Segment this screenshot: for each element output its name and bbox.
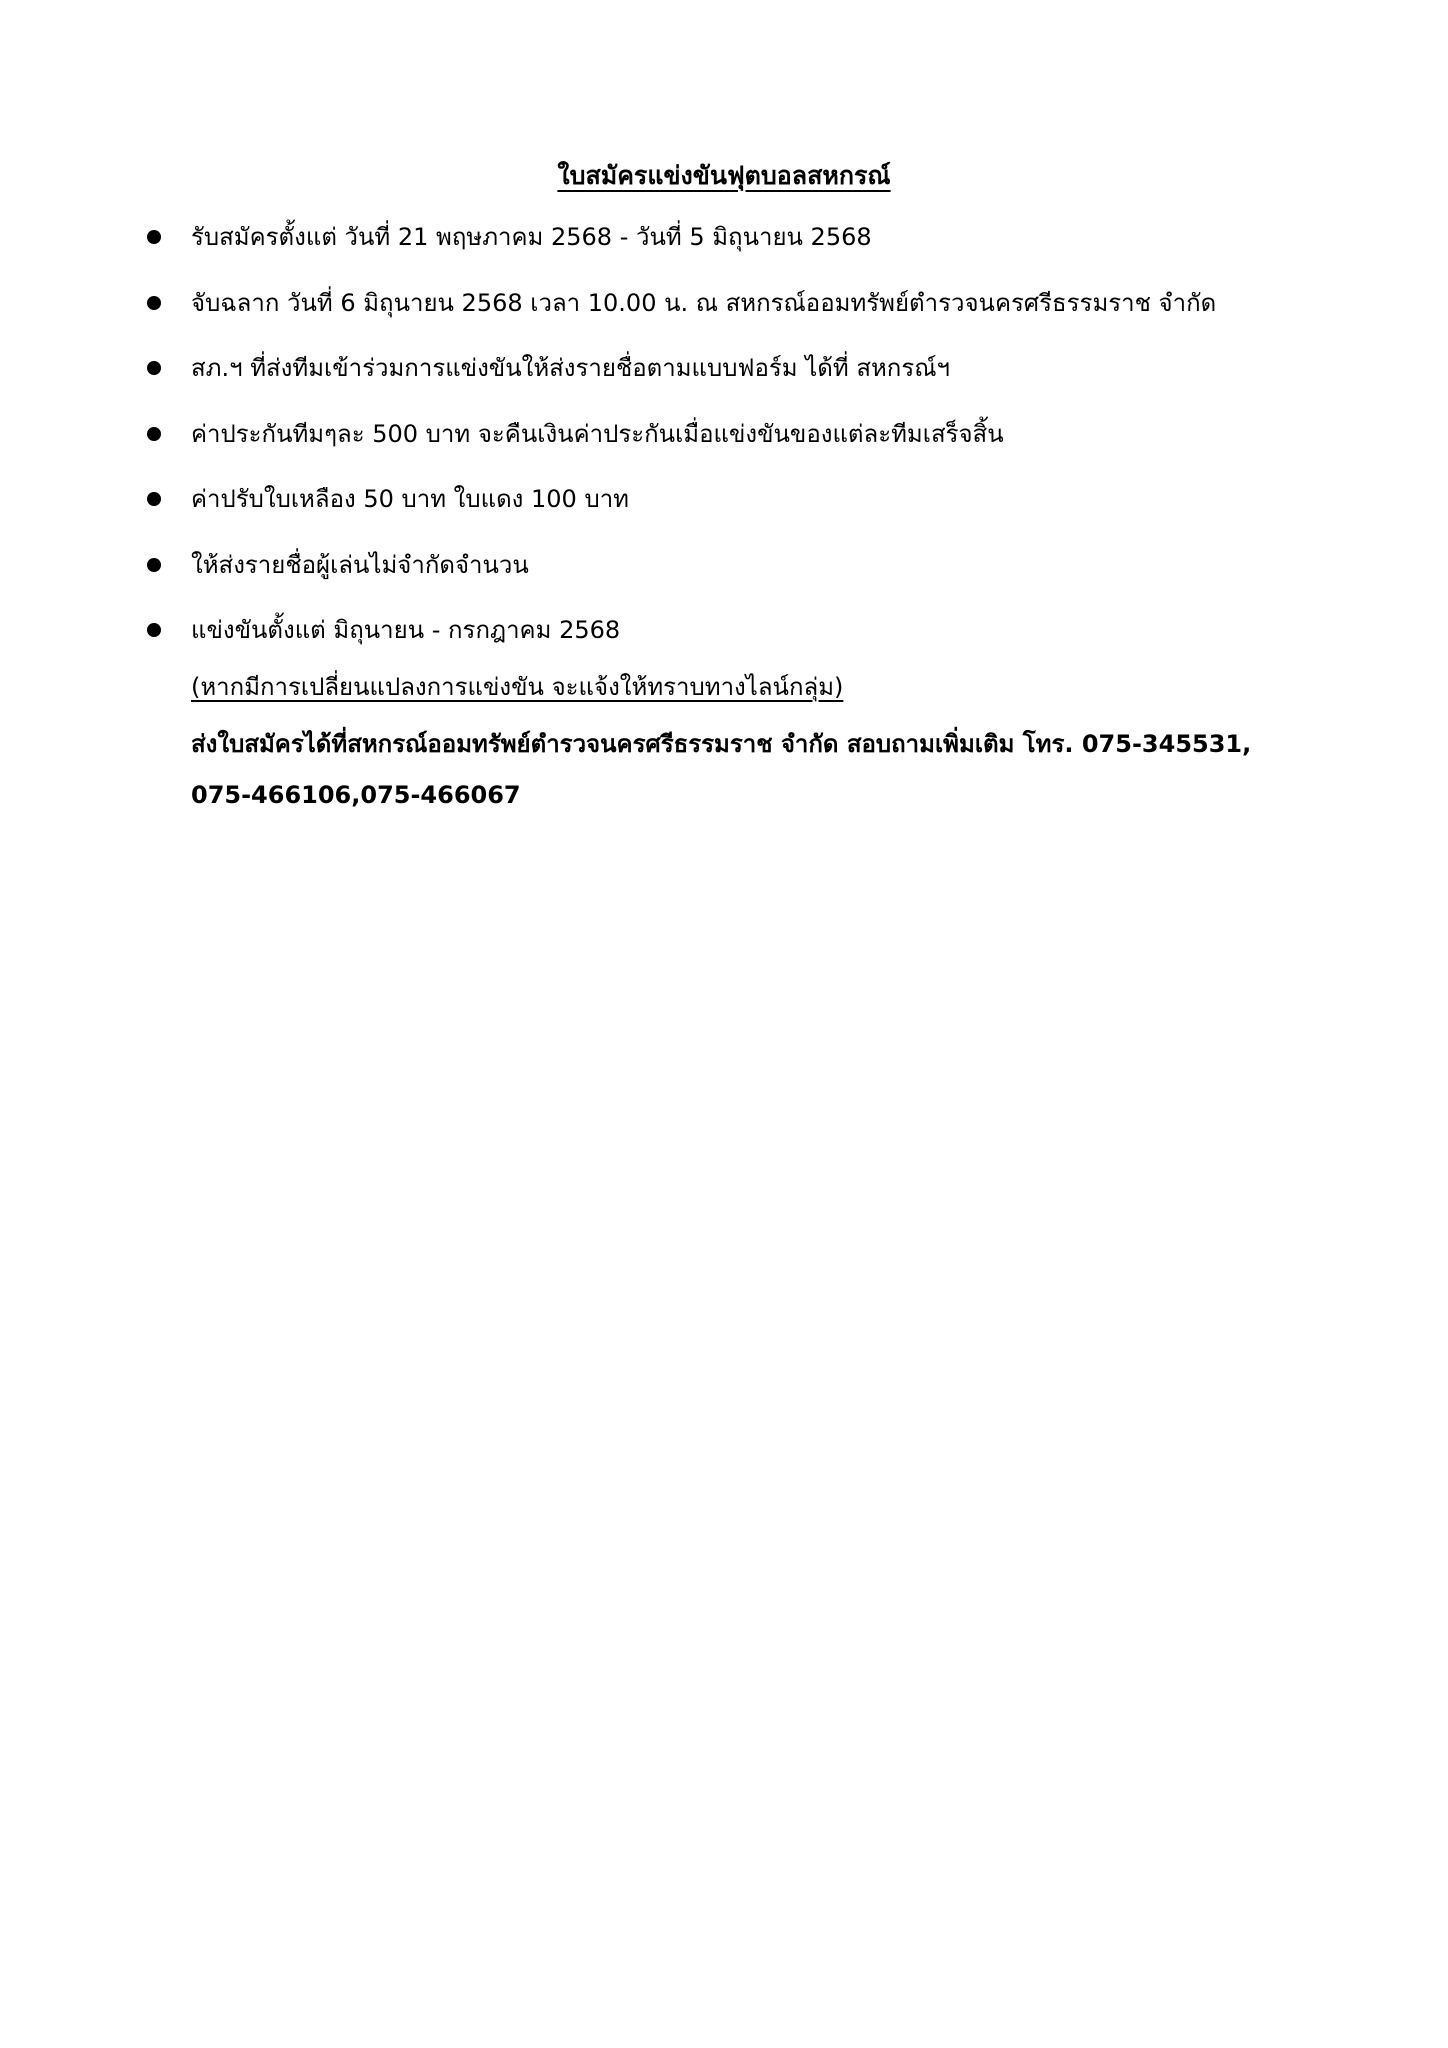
bullet-dot-icon <box>147 230 161 244</box>
list-item <box>0 284 1448 350</box>
contact-phone-line: 075-466106,075-466067 <box>191 781 521 809</box>
list-item <box>0 546 1448 612</box>
contact-line: ส่งใบสมัครได้ที่สหกรณ์ออมทรัพย์ตำรวจนครศรีธรรมราช จำกัด สอบถามเพิ่มเติม โทร. 075-345531, <box>191 730 1252 758</box>
list-item-text: จับฉลาก วันที่ 6 มิถุนายน 2568 เวลา 10.00 น. ณ สหกรณ์ออมทรัพย์ตำรวจนครศรีธรรมราช จำกัด <box>191 288 1217 317</box>
list-item-text: สภ.ฯ ที่ส่งทีมเข้าร่วมการแข่งขันให้ส่งรายชื่อตามแบบฟอร์ม ได้ที่ สหกรณ์ฯ <box>191 354 950 382</box>
document-title: ใบสมัครแข่งขันฟุตบอลสหกรณ์ <box>557 161 891 190</box>
list-item-text: ให้ส่งรายชื่อผู้เล่นไม่จำกัดจำนวน <box>191 550 529 579</box>
contact-info <box>191 719 1291 821</box>
list-item-text: แข่งขันตั้งแต่ มิถุนายน - กรกฎาคม 2568 <box>191 616 621 644</box>
bullet-dot-icon <box>147 492 161 506</box>
list-item <box>0 480 1448 546</box>
list-item-text: ค่าประกันทีมๆละ 500 บาท จะคืนเงินค่าประกันเมื่อแข่งขันของแต่ละทีมเสร็จสิ้น <box>191 419 1004 448</box>
list-item-text: ค่าปรับใบเหลือง 50 บาท ใบแดง 100 บาท <box>191 485 629 513</box>
bullet-dot-icon <box>147 558 161 572</box>
bullet-dot-icon <box>147 296 161 310</box>
list-item <box>0 415 1448 481</box>
change-notice: (หากมีการเปลี่ยนแปลงการแข่งขัน จะแจ้งให้ทราบทางไลน์กลุ่ม) <box>191 673 844 701</box>
bullet-dot-icon <box>147 361 161 375</box>
bullet-list <box>0 218 1448 677</box>
list-item <box>0 611 1448 677</box>
list-item-text: รับสมัครตั้งแต่ วันที่ 21 พฤษภาคม 2568 - วันที่ 5 มิถุนายน 2568 <box>191 223 872 251</box>
bullet-dot-icon <box>147 623 161 637</box>
bullet-dot-icon <box>147 427 161 441</box>
list-item <box>0 218 1448 284</box>
list-item <box>0 349 1448 415</box>
